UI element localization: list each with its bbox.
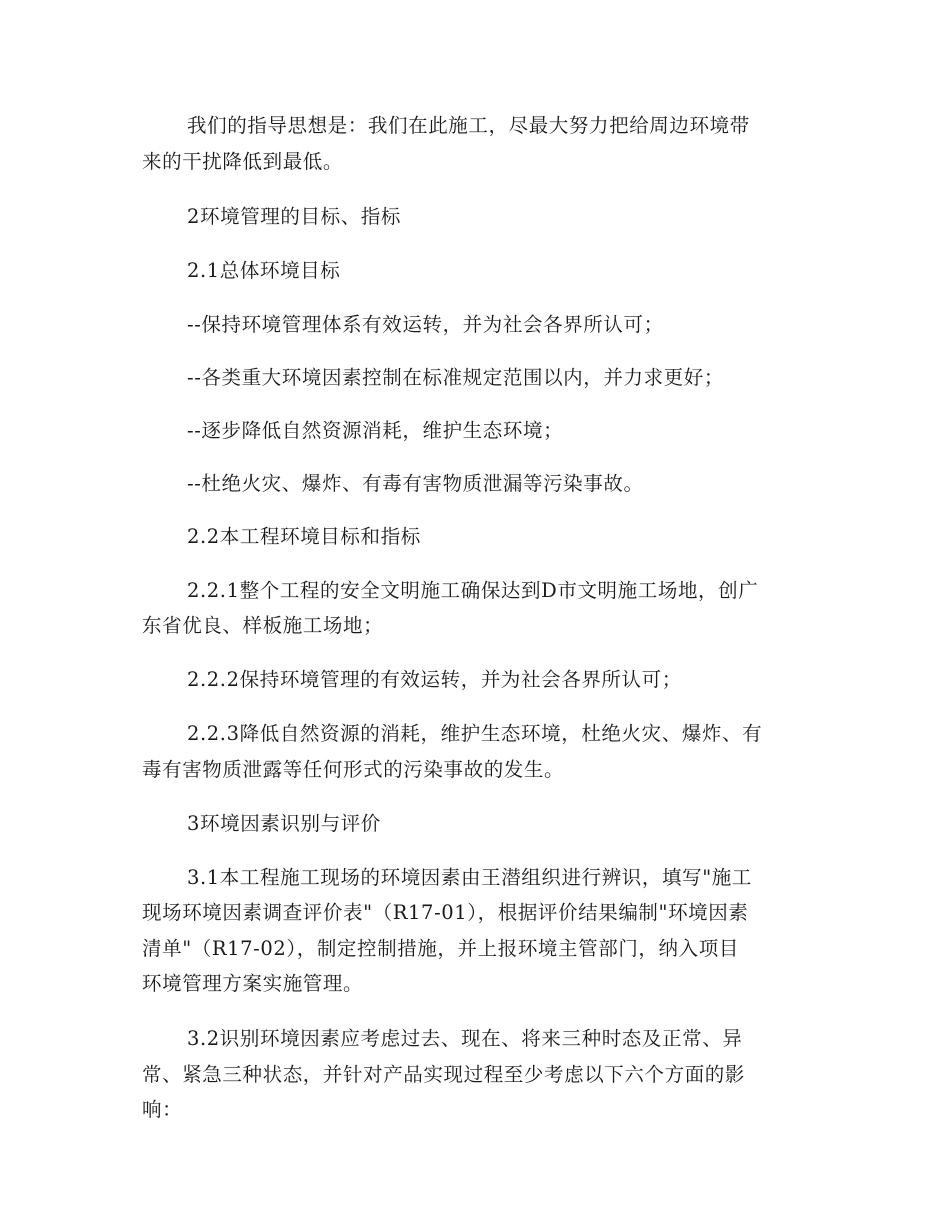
paragraph-line: 环境管理方案实施管理。 (142, 972, 364, 995)
paragraph-line: 毒有害物质泄露等任何形式的污染事故的发生。 (142, 758, 565, 781)
paragraph-line: 2.2.2保持环境管理的有效运转，并为社会各界所认可； (187, 668, 682, 691)
paragraph-line: 常、紧急三种状态，并针对产品实现过程至少考虑以下六个方面的影 (142, 1063, 746, 1086)
paragraph-line: 3.1本工程施工现场的环境因素由王潜组织进行辨识，填写"施工 (187, 866, 752, 889)
list-item: --保持环境管理体系有效运转，并为社会各界所认可； (187, 313, 664, 336)
section-heading: 3环境因素识别与评价 (187, 812, 381, 835)
list-item: --杜绝火灾、爆炸、有毒有害物质泄漏等污染事故。 (187, 472, 644, 495)
paragraph-line: 2.2.3降低自然资源的消耗，维护生态环境，杜绝火灾、爆炸、有 (187, 722, 763, 745)
subsection-heading: 2.1总体环境目标 (187, 259, 341, 282)
section-heading: 2环境管理的目标、指标 (187, 205, 402, 228)
paragraph-line: 来的干扰降低到最低。 (142, 150, 344, 173)
paragraph-line: 东省优良、样板施工场地； (142, 614, 384, 637)
paragraph-line: 2.2.1整个工程的安全文明施工确保达到D市文明施工场地，创广 (187, 579, 759, 602)
list-item: --逐步降低自然资源消耗，维护生态环境； (187, 419, 564, 442)
paragraph-line: 我们的指导思想是：我们在此施工，尽最大努力把给周边环境带 (187, 114, 750, 137)
paragraph-line: 响： (142, 1098, 183, 1121)
paragraph-line: 3.2识别环境因素应考虑过去、现在、将来三种时态及正常、异 (187, 1027, 743, 1050)
paragraph-line: 现场环境因素调查评价表"（R17-01），根据评价结果编制"环境因素 (142, 901, 749, 924)
list-item: --各类重大环境因素控制在标准规定范围以内，并力求更好； (187, 366, 724, 389)
subsection-heading: 2.2本工程环境目标和指标 (187, 525, 421, 548)
paragraph-line: 清单"（R17-02），制定控制措施，并上报环境主管部门，纳入项目 (142, 937, 739, 960)
